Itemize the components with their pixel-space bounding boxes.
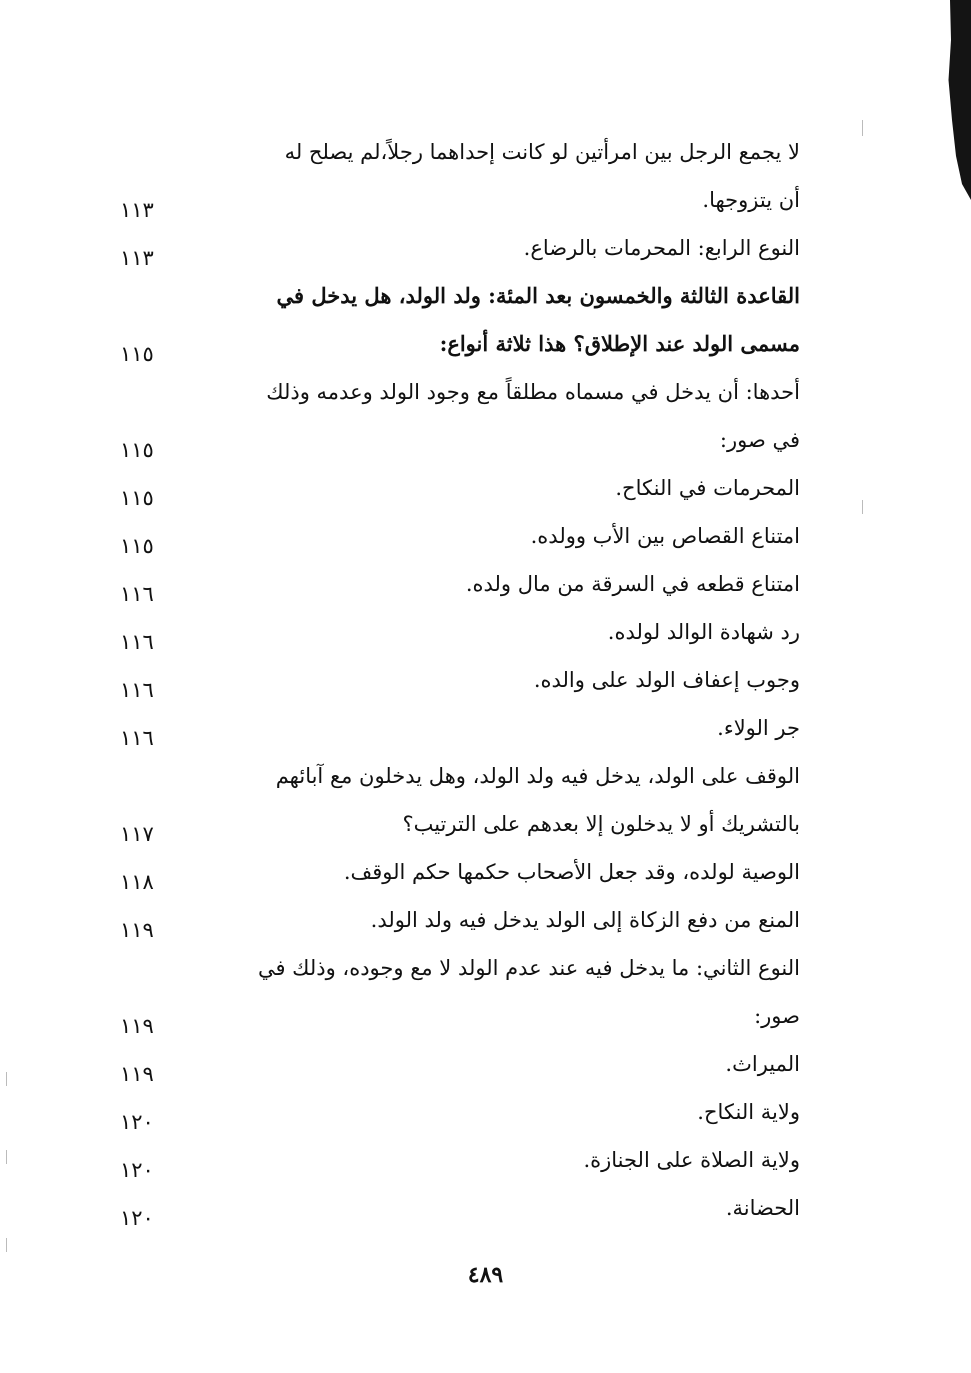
toc-entry-line: صور:: [754, 1004, 800, 1028]
margin-tick: [862, 120, 863, 136]
toc-entry-text: [190, 272, 800, 368]
toc-page-number: ١١٩: [120, 1014, 154, 1038]
toc-entry: [120, 752, 800, 848]
toc-page-number: ١١٩: [120, 918, 154, 942]
toc-page-number: ١١٦: [120, 678, 154, 702]
toc-entry-text: [190, 1040, 800, 1088]
toc-entry: [120, 1136, 800, 1184]
toc-entry-text: [190, 224, 800, 272]
toc-entry-line: وجوب إعفاف الولد على والده.: [533, 668, 800, 692]
toc-page-number: ١١٣: [120, 198, 154, 222]
toc-entry-line: المحرمات في النكاح.: [615, 476, 800, 500]
toc-entry-line: أحدها: أن يدخل في مسماه مطلقاً مع وجود الولد وعدمه وذلك: [266, 380, 800, 404]
toc-page-number: ١١٥: [120, 486, 154, 510]
toc-entry: [120, 1184, 800, 1232]
margin-tick: [862, 500, 863, 514]
toc-entry-text: [190, 560, 800, 608]
toc-entry-line: لا يجمع الرجل بين امرأتين لو كانت إحداهما رجلاً،لم يصلح له: [284, 140, 800, 164]
toc-entry: [120, 848, 800, 896]
toc-entry-text: [190, 656, 800, 704]
toc-page-number: ١١٨: [120, 870, 154, 894]
margin-tick: [6, 1150, 7, 1164]
toc-entry: [120, 608, 800, 656]
toc-entry-text: [190, 464, 800, 512]
toc-entry-line: امتناع قطعه في السرقة من مال ولده.: [465, 572, 800, 596]
toc-entry-line: ولاية النكاح.: [697, 1100, 800, 1124]
toc-entry: [120, 896, 800, 944]
toc-entry: [120, 1040, 800, 1088]
toc-entry-line: بالتشريك أو لا يدخلون إلا بعدهم على الترتيب؟: [402, 812, 800, 836]
toc-entry: [120, 224, 800, 272]
toc-page-number: ١١٩: [120, 1062, 154, 1086]
toc-page-number: ١٢٠: [120, 1110, 154, 1134]
toc-entry-line: جر الولاء.: [717, 716, 800, 740]
toc-entry-text: [190, 704, 800, 752]
toc-entry-text: [190, 1088, 800, 1136]
toc-page-number: ١١٣: [120, 246, 154, 270]
toc-entry: [120, 656, 800, 704]
toc-entry-line: القاعدة الثالثة والخمسون بعد المئة: ولد الولد، هل يدخل في: [276, 283, 800, 308]
page-edge-shadow: [921, 0, 971, 200]
toc-page-number: ١٢٠: [120, 1158, 154, 1182]
toc-entry-line: امتناع القصاص بين الأب وولده.: [530, 524, 800, 548]
toc-page-number: ١١٥: [120, 342, 154, 366]
toc-entry: [120, 944, 800, 1040]
toc-entry-line: في صور:: [719, 428, 800, 452]
toc-entry-text: [190, 1136, 800, 1184]
toc-entry-text: [190, 128, 800, 224]
toc-entry: [120, 128, 800, 224]
toc-entry: [120, 368, 800, 464]
toc-page-number: ١١٥: [120, 438, 154, 462]
margin-tick: [6, 1072, 7, 1086]
toc-entry: [120, 1088, 800, 1136]
toc-entry-line: مسمى الولد عند الإطلاق؟ هذا ثلاثة أنواع:: [439, 331, 800, 356]
toc-entry-text: [190, 896, 800, 944]
page-number: ٤٨٩: [467, 1262, 504, 1288]
toc-entry-line: النوع الثاني: ما يدخل فيه عند عدم الولد لا مع وجوده، وذلك في: [257, 956, 800, 980]
toc-entry-line: الحضانة.: [725, 1196, 800, 1220]
toc-entry: [120, 464, 800, 512]
toc-entry-text: [190, 944, 800, 1040]
toc-entry-text: [190, 752, 800, 848]
toc-entry-line: المنع من دفع الزكاة إلى الولد يدخل فيه ولد الولد.: [370, 908, 800, 932]
toc-entry-text: [190, 512, 800, 560]
toc-entry-line: الميراث.: [725, 1052, 800, 1076]
toc-entry: [120, 560, 800, 608]
toc-page-number: ١١٦: [120, 582, 154, 606]
toc-page-number: ١١٥: [120, 534, 154, 558]
toc-page-number: ١١٦: [120, 726, 154, 750]
toc-entry: [120, 512, 800, 560]
toc-entry: [120, 704, 800, 752]
toc-entry-line: النوع الرابع: المحرمات بالرضاع.: [523, 236, 800, 260]
toc-entry-text: [190, 1184, 800, 1232]
toc-entry-line: الوصية لولده، وقد جعل الأصحاب حكمها حكم الوقف.: [343, 860, 800, 884]
toc-entry-text: [190, 368, 800, 464]
toc-entry-line: ولاية الصلاة على الجنازة.: [583, 1148, 800, 1172]
toc-page-number: ١١٦: [120, 630, 154, 654]
toc-entry-line: أن يتزوجها.: [702, 188, 800, 212]
toc-entry-text: [190, 608, 800, 656]
toc-entry-line: الوقف على الولد، يدخل فيه ولد الولد، وهل يدخلون مع آبائهم: [275, 764, 800, 788]
toc-entry: [120, 272, 800, 368]
toc-page-number: ١٢٠: [120, 1206, 154, 1230]
margin-tick: [6, 1238, 7, 1252]
toc-entry-line: رد شهادة الوالد لولده.: [607, 620, 800, 644]
toc-page-number: ١١٧: [120, 822, 154, 846]
toc-entry-text: [190, 848, 800, 896]
